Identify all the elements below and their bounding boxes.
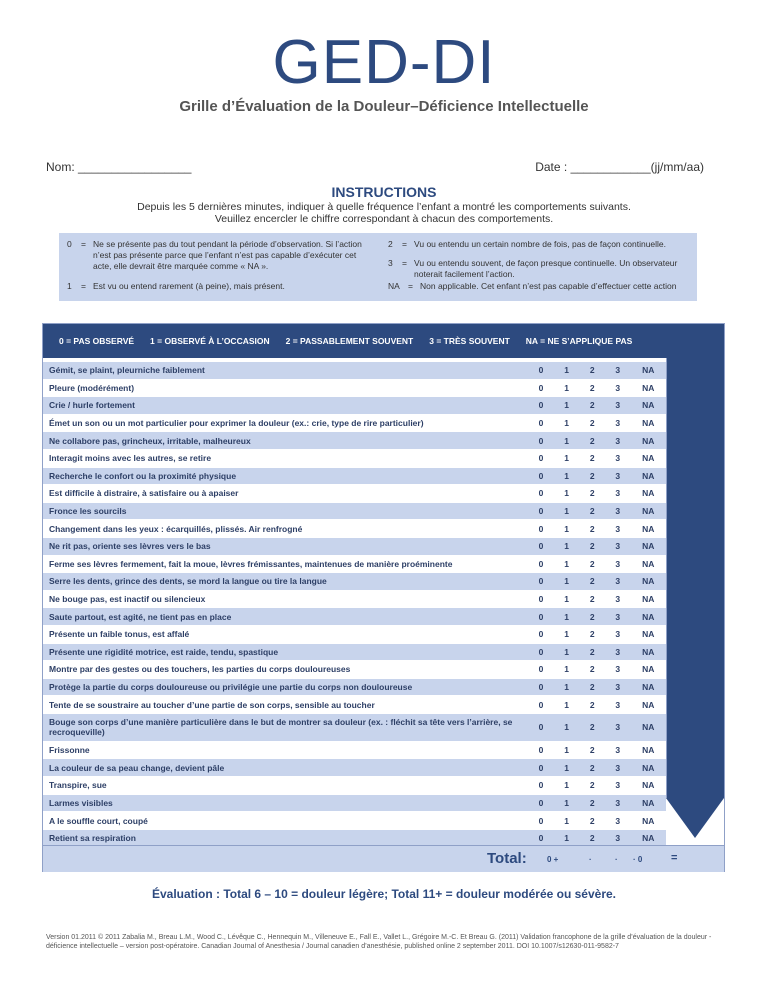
score-option-2[interactable]: 2: [589, 558, 595, 569]
score-option-2[interactable]: 2: [589, 506, 595, 517]
item-row: [43, 661, 666, 679]
score-option-3[interactable]: 3: [615, 576, 621, 587]
score-option-3[interactable]: 3: [615, 470, 621, 481]
item-row: [43, 415, 666, 433]
score-option-na[interactable]: NA: [642, 722, 655, 733]
item-label: Transpire, sue: [49, 780, 107, 791]
score-option-1[interactable]: 1: [564, 470, 569, 481]
item-label: Changement dans les yeux : écarquillés, plissés. Air renfrogné: [49, 523, 303, 534]
score-option-3[interactable]: 3: [615, 629, 621, 640]
item-row: [43, 538, 666, 556]
item-label: Frissonne: [49, 745, 90, 756]
score-option-2[interactable]: 2: [589, 745, 595, 756]
item-label: Est difficile à distraire, à satisfaire ou à apaiser: [49, 488, 239, 499]
score-option-2[interactable]: 2: [589, 664, 595, 675]
score-option-0[interactable]: 0: [538, 629, 544, 640]
item-row: [43, 795, 666, 813]
scale-legend: [59, 233, 697, 301]
score-option-3[interactable]: 3: [615, 488, 621, 499]
legend-text: Vu ou entendu souvent, de façon presque continuelle. Un observateur noterait facilement l’action.: [414, 258, 678, 279]
date-field[interactable]: Date : ____________(jj/mm/aa): [535, 160, 704, 174]
score-option-0[interactable]: 0: [538, 558, 544, 569]
score-option-1[interactable]: 1: [564, 797, 569, 808]
score-option-1[interactable]: 1: [564, 745, 569, 756]
legend-key: 1: [67, 281, 72, 291]
item-label: Gémit, se plaint, pleurniche faiblement: [49, 365, 205, 376]
score-option-2[interactable]: 2: [589, 453, 595, 464]
score-option-1[interactable]: 1: [564, 506, 569, 517]
score-option-1[interactable]: 1: [564, 365, 569, 376]
item-label: A le souffle court, coupé: [49, 815, 148, 826]
item-row: [43, 362, 666, 380]
score-option-2[interactable]: 2: [589, 762, 595, 773]
score-option-3[interactable]: 3: [615, 435, 621, 446]
score-option-2[interactable]: 2: [589, 833, 595, 844]
score-option-na[interactable]: NA: [642, 576, 655, 587]
score-option-1[interactable]: 1: [564, 722, 569, 733]
score-option-2[interactable]: 2: [589, 629, 595, 640]
score-option-3[interactable]: 3: [615, 453, 621, 464]
score-option-na[interactable]: NA: [642, 558, 655, 569]
score-option-na[interactable]: NA: [642, 611, 655, 622]
score-option-3[interactable]: 3: [615, 365, 621, 376]
score-option-na[interactable]: NA: [642, 453, 655, 464]
score-option-1[interactable]: 1: [564, 594, 569, 605]
score-option-1[interactable]: 1: [564, 646, 569, 657]
item-label: Présente un faible tonus, est affalé: [49, 629, 190, 640]
total-row: [43, 845, 724, 872]
scale-0: 0 = PAS OBSERVÉ: [59, 336, 135, 346]
behavior-grid: [42, 323, 725, 872]
score-option-3[interactable]: 3: [615, 797, 621, 808]
score-option-3[interactable]: 3: [615, 382, 621, 393]
score-option-na[interactable]: NA: [642, 815, 655, 826]
score-option-2[interactable]: 2: [589, 576, 595, 587]
item-row: [43, 432, 666, 450]
legend-key: 0: [67, 239, 72, 249]
legend-item-0: [67, 239, 367, 272]
item-row: [43, 812, 666, 830]
score-option-3[interactable]: 3: [615, 745, 621, 756]
item-row: [43, 380, 666, 398]
score-option-na[interactable]: NA: [642, 780, 655, 791]
score-option-2[interactable]: 2: [589, 681, 595, 692]
score-option-0[interactable]: 0: [538, 594, 544, 605]
item-label: Ne rit pas, oriente ses lèvres vers le bas: [49, 541, 211, 552]
name-field[interactable]: Nom: _________________: [46, 160, 192, 174]
score-option-na[interactable]: NA: [642, 523, 655, 534]
legend-item-na: [388, 281, 688, 292]
score-option-na[interactable]: NA: [642, 470, 655, 481]
item-row: [43, 485, 666, 503]
score-option-1[interactable]: 1: [564, 629, 569, 640]
score-option-0[interactable]: 0: [538, 681, 544, 692]
item-row: [43, 777, 666, 795]
item-label: Bouge son corps d’une manière particulière dans le but de montrer sa douleur (ex. : fléchit sa tête vers l’arrière, se recroqueville): [49, 717, 513, 738]
scale-2: 2 = PASSABLEMENT SOUVENT: [285, 336, 414, 346]
item-label: Retient sa respiration: [49, 833, 136, 844]
score-option-2[interactable]: 2: [589, 646, 595, 657]
score-option-2[interactable]: 2: [589, 780, 595, 791]
score-option-0[interactable]: 0: [538, 541, 544, 552]
score-option-na[interactable]: NA: [642, 699, 655, 710]
score-option-3[interactable]: 3: [615, 418, 621, 429]
score-option-2[interactable]: 2: [589, 594, 595, 605]
score-option-3[interactable]: 3: [615, 833, 621, 844]
total-col-3: · 0: [633, 855, 643, 864]
item-row: [43, 503, 666, 521]
instructions-text: [0, 201, 768, 225]
score-option-3[interactable]: 3: [615, 523, 621, 534]
score-option-na[interactable]: NA: [642, 681, 655, 692]
item-label: Présente une rigidité motrice, est raide, tendu, spastique: [49, 646, 279, 657]
item-label: Ne bouge pas, est inactif ou silencieux: [49, 594, 206, 605]
total-equals: =: [671, 852, 678, 864]
score-option-3[interactable]: 3: [615, 722, 621, 733]
instructions-line-1: Depuis les 5 dernières minutes, indiquer à quelle fréquence l’enfant a montré les comportements suivants.: [137, 201, 631, 213]
score-option-3[interactable]: 3: [615, 611, 621, 622]
score-option-1[interactable]: 1: [564, 780, 569, 791]
score-option-na[interactable]: NA: [642, 418, 655, 429]
score-option-na[interactable]: NA: [642, 797, 655, 808]
scale-na: NA = NE S’APPLIQUE PAS: [525, 336, 633, 346]
score-option-2[interactable]: 2: [589, 541, 595, 552]
item-label: Saute partout, est agité, ne tient pas en place: [49, 611, 232, 622]
legend-key: 2: [388, 239, 393, 249]
form-subtitle: Grille d’Évaluation de la Douleur–Déficience Intellectuelle: [179, 98, 589, 115]
score-option-0[interactable]: 0: [538, 815, 544, 826]
score-option-na[interactable]: NA: [642, 833, 655, 844]
score-option-na[interactable]: NA: [642, 541, 655, 552]
score-option-1[interactable]: 1: [564, 699, 569, 710]
score-option-0[interactable]: 0: [538, 488, 544, 499]
item-row: [43, 520, 666, 538]
score-option-na[interactable]: NA: [642, 506, 655, 517]
item-row: [43, 450, 666, 468]
score-option-3[interactable]: 3: [615, 699, 621, 710]
score-option-0[interactable]: 0: [538, 523, 544, 534]
score-option-1[interactable]: 1: [564, 681, 569, 692]
legend-item-2: [388, 239, 688, 250]
item-label: Fronce les sourcils: [49, 506, 127, 517]
legend-equals: =: [402, 258, 407, 268]
score-option-na[interactable]: NA: [642, 594, 655, 605]
score-option-na[interactable]: NA: [642, 664, 655, 675]
item-row: [43, 468, 666, 486]
score-option-2[interactable]: 2: [589, 418, 595, 429]
score-option-3[interactable]: 3: [615, 664, 621, 675]
score-option-3[interactable]: 3: [615, 506, 621, 517]
score-option-na[interactable]: NA: [642, 365, 655, 376]
score-option-na[interactable]: NA: [642, 382, 655, 393]
score-option-2[interactable]: 2: [589, 815, 595, 826]
score-option-1[interactable]: 1: [564, 523, 569, 534]
legend-equals: =: [402, 239, 407, 249]
score-option-3[interactable]: 3: [615, 594, 621, 605]
score-option-3[interactable]: 3: [615, 558, 621, 569]
score-option-na[interactable]: NA: [642, 400, 655, 411]
score-option-0[interactable]: 0: [538, 699, 544, 710]
legend-key: NA: [388, 281, 400, 291]
score-option-2[interactable]: 2: [589, 523, 595, 534]
item-label: Interagit moins avec les autres, se retire: [49, 453, 212, 464]
instructions-line-2: Veuillez encercler le chiffre correspondant à chacun des comportements.: [214, 213, 554, 225]
legend-key: 3: [388, 258, 393, 268]
score-option-1[interactable]: 1: [564, 435, 569, 446]
score-option-na[interactable]: NA: [642, 435, 655, 446]
score-option-3[interactable]: 3: [615, 815, 621, 826]
score-option-1[interactable]: 1: [564, 815, 569, 826]
score-option-0[interactable]: 0: [538, 664, 544, 675]
score-option-0[interactable]: 0: [538, 611, 544, 622]
score-option-0[interactable]: 0: [538, 833, 544, 844]
scale-3: 3 = TRÈS SOUVENT: [429, 336, 510, 346]
score-option-na[interactable]: NA: [642, 762, 655, 773]
score-option-1[interactable]: 1: [564, 611, 569, 622]
score-option-0[interactable]: 0: [538, 506, 544, 517]
total-label: Total:: [487, 850, 527, 867]
total-col-0: 0 +: [547, 855, 559, 864]
item-row: [43, 608, 666, 626]
item-label: Crie / hurle fortement: [49, 400, 135, 411]
item-label: Pleure (modérément): [49, 382, 135, 393]
score-option-1[interactable]: 1: [564, 453, 569, 464]
score-option-3[interactable]: 3: [615, 646, 621, 657]
score-option-0[interactable]: 0: [538, 382, 544, 393]
scale-header: [43, 324, 724, 358]
score-option-na[interactable]: NA: [642, 629, 655, 640]
score-option-1[interactable]: 1: [564, 382, 569, 393]
item-row: [43, 679, 666, 697]
score-option-3[interactable]: 3: [615, 780, 621, 791]
score-option-na[interactable]: NA: [642, 745, 655, 756]
score-option-3[interactable]: 3: [615, 681, 621, 692]
score-option-0[interactable]: 0: [538, 646, 544, 657]
legend-equals: =: [81, 281, 86, 291]
item-label: Émet un son ou un mot particulier pour exprimer la douleur (ex.: crie, type de rire particulier): [49, 418, 424, 429]
score-option-2[interactable]: 2: [589, 435, 595, 446]
score-option-0[interactable]: 0: [538, 470, 544, 481]
score-option-2[interactable]: 2: [589, 400, 595, 411]
score-option-2[interactable]: 2: [589, 488, 595, 499]
score-option-1[interactable]: 1: [564, 418, 569, 429]
item-label: Ne collabore pas, grincheux, irritable, malheureux: [49, 435, 251, 446]
score-option-2[interactable]: 2: [589, 470, 595, 481]
total-answer-line[interactable]: [689, 864, 719, 865]
legend-item-3: [388, 258, 688, 280]
score-option-2[interactable]: 2: [589, 699, 595, 710]
score-option-0[interactable]: 0: [538, 418, 544, 429]
citation-footer: Version 01.2011 © 2011 Zabalia M., Breau L.M., Wood C., Lévêque C., Hennequin M., Villeneuve E., Fall E., Vallet L., Grégoire M.-C. Et Breau G. (2011) Validation francophone de la grille d’évaluation de la douleur - déficience intellectuelle – version post-opératoire. Canadian Journal of Anesthesia / Journal canadien d’anesthésie, published online 2 september 2011. DOI 10.1007/s12630-011-9582-7: [46, 934, 712, 950]
item-row: [43, 644, 666, 662]
score-option-0[interactable]: 0: [538, 400, 544, 411]
score-option-0[interactable]: 0: [538, 745, 544, 756]
total-arrow-sidebar: [666, 358, 724, 838]
score-option-2[interactable]: 2: [589, 382, 595, 393]
total-col-1: ·: [589, 855, 592, 864]
score-option-3[interactable]: 3: [615, 541, 621, 552]
score-option-0[interactable]: 0: [538, 797, 544, 808]
score-option-1[interactable]: 1: [564, 664, 569, 675]
item-row: [43, 742, 666, 760]
score-option-0[interactable]: 0: [538, 365, 544, 376]
item-label: Protège la partie du corps douloureuse ou privilégie une partie du corps non douloureuse: [49, 681, 413, 692]
score-option-na[interactable]: NA: [642, 488, 655, 499]
score-option-3[interactable]: 3: [615, 762, 621, 773]
item-label: Montre par des gestes ou des touchers, les parties du corps douloureuses: [49, 664, 351, 675]
score-option-1[interactable]: 1: [564, 488, 569, 499]
score-option-0[interactable]: 0: [538, 780, 544, 791]
item-row: [43, 696, 666, 714]
legend-text: Est vu ou entend rarement (à peine), mais présent.: [93, 281, 285, 291]
item-row: [43, 556, 666, 574]
item-label: Ferme ses lèvres fermement, fait la moue, lèvres frémissantes, maintenues de manière proéminente: [49, 558, 453, 569]
score-option-1[interactable]: 1: [564, 762, 569, 773]
legend-item-1: [67, 281, 367, 292]
item-rows: [43, 362, 666, 847]
evaluation-note: Évaluation : Total 6 – 10 = douleur légère; Total 11+ = douleur modérée ou sévère.: [151, 887, 617, 901]
score-option-0[interactable]: 0: [538, 453, 544, 464]
legend-text: Non applicable. Cet enfant n’est pas capable d’effectuer cette action: [420, 281, 677, 291]
score-option-0[interactable]: 0: [538, 762, 544, 773]
item-row: [43, 759, 666, 777]
score-option-1[interactable]: 1: [564, 541, 569, 552]
score-option-2[interactable]: 2: [589, 722, 595, 733]
score-option-3[interactable]: 3: [615, 400, 621, 411]
score-option-0[interactable]: 0: [538, 576, 544, 587]
item-label: Serre les dents, grince des dents, se mord la langue ou tire la langue: [49, 576, 327, 587]
item-label: Tente de se soustraire au toucher d’une partie de son corps, sensible au toucher: [49, 699, 375, 710]
item-row: [43, 626, 666, 644]
score-option-0[interactable]: 0: [538, 722, 544, 733]
scale-1: 1 = OBSERVÉ À L’OCCASION: [150, 336, 270, 346]
score-option-na[interactable]: NA: [642, 646, 655, 657]
legend-text: Ne se présente pas du tout pendant la période d’observation. Si l’action n’est pas présente parce que l’enfant n’est pas capable d’exécuter cet acte, elle devrait être marquée comme « NA ».: [93, 239, 362, 271]
score-option-2[interactable]: 2: [589, 611, 595, 622]
item-row: [43, 573, 666, 591]
form-title: GED-DI: [272, 28, 496, 97]
item-row: [43, 591, 666, 609]
legend-equals: =: [81, 239, 86, 249]
score-option-2[interactable]: 2: [589, 365, 595, 376]
item-label: La couleur de sa peau change, devient pâle: [49, 762, 225, 773]
item-row: [43, 397, 666, 415]
score-option-0[interactable]: 0: [538, 435, 544, 446]
score-option-1[interactable]: 1: [564, 400, 569, 411]
score-option-1[interactable]: 1: [564, 558, 569, 569]
score-option-2[interactable]: 2: [589, 797, 595, 808]
item-label: Larmes visibles: [49, 797, 113, 808]
score-option-1[interactable]: 1: [564, 576, 569, 587]
legend-text: Vu ou entendu un certain nombre de fois, pas de façon continuelle.: [414, 239, 667, 249]
item-label: Recherche le confort ou la proximité physique: [49, 470, 237, 481]
total-col-2: ·: [615, 855, 618, 864]
item-row: [43, 714, 666, 742]
instructions-title: INSTRUCTIONS: [331, 184, 437, 200]
legend-equals: =: [408, 281, 413, 291]
score-option-1[interactable]: 1: [564, 833, 569, 844]
